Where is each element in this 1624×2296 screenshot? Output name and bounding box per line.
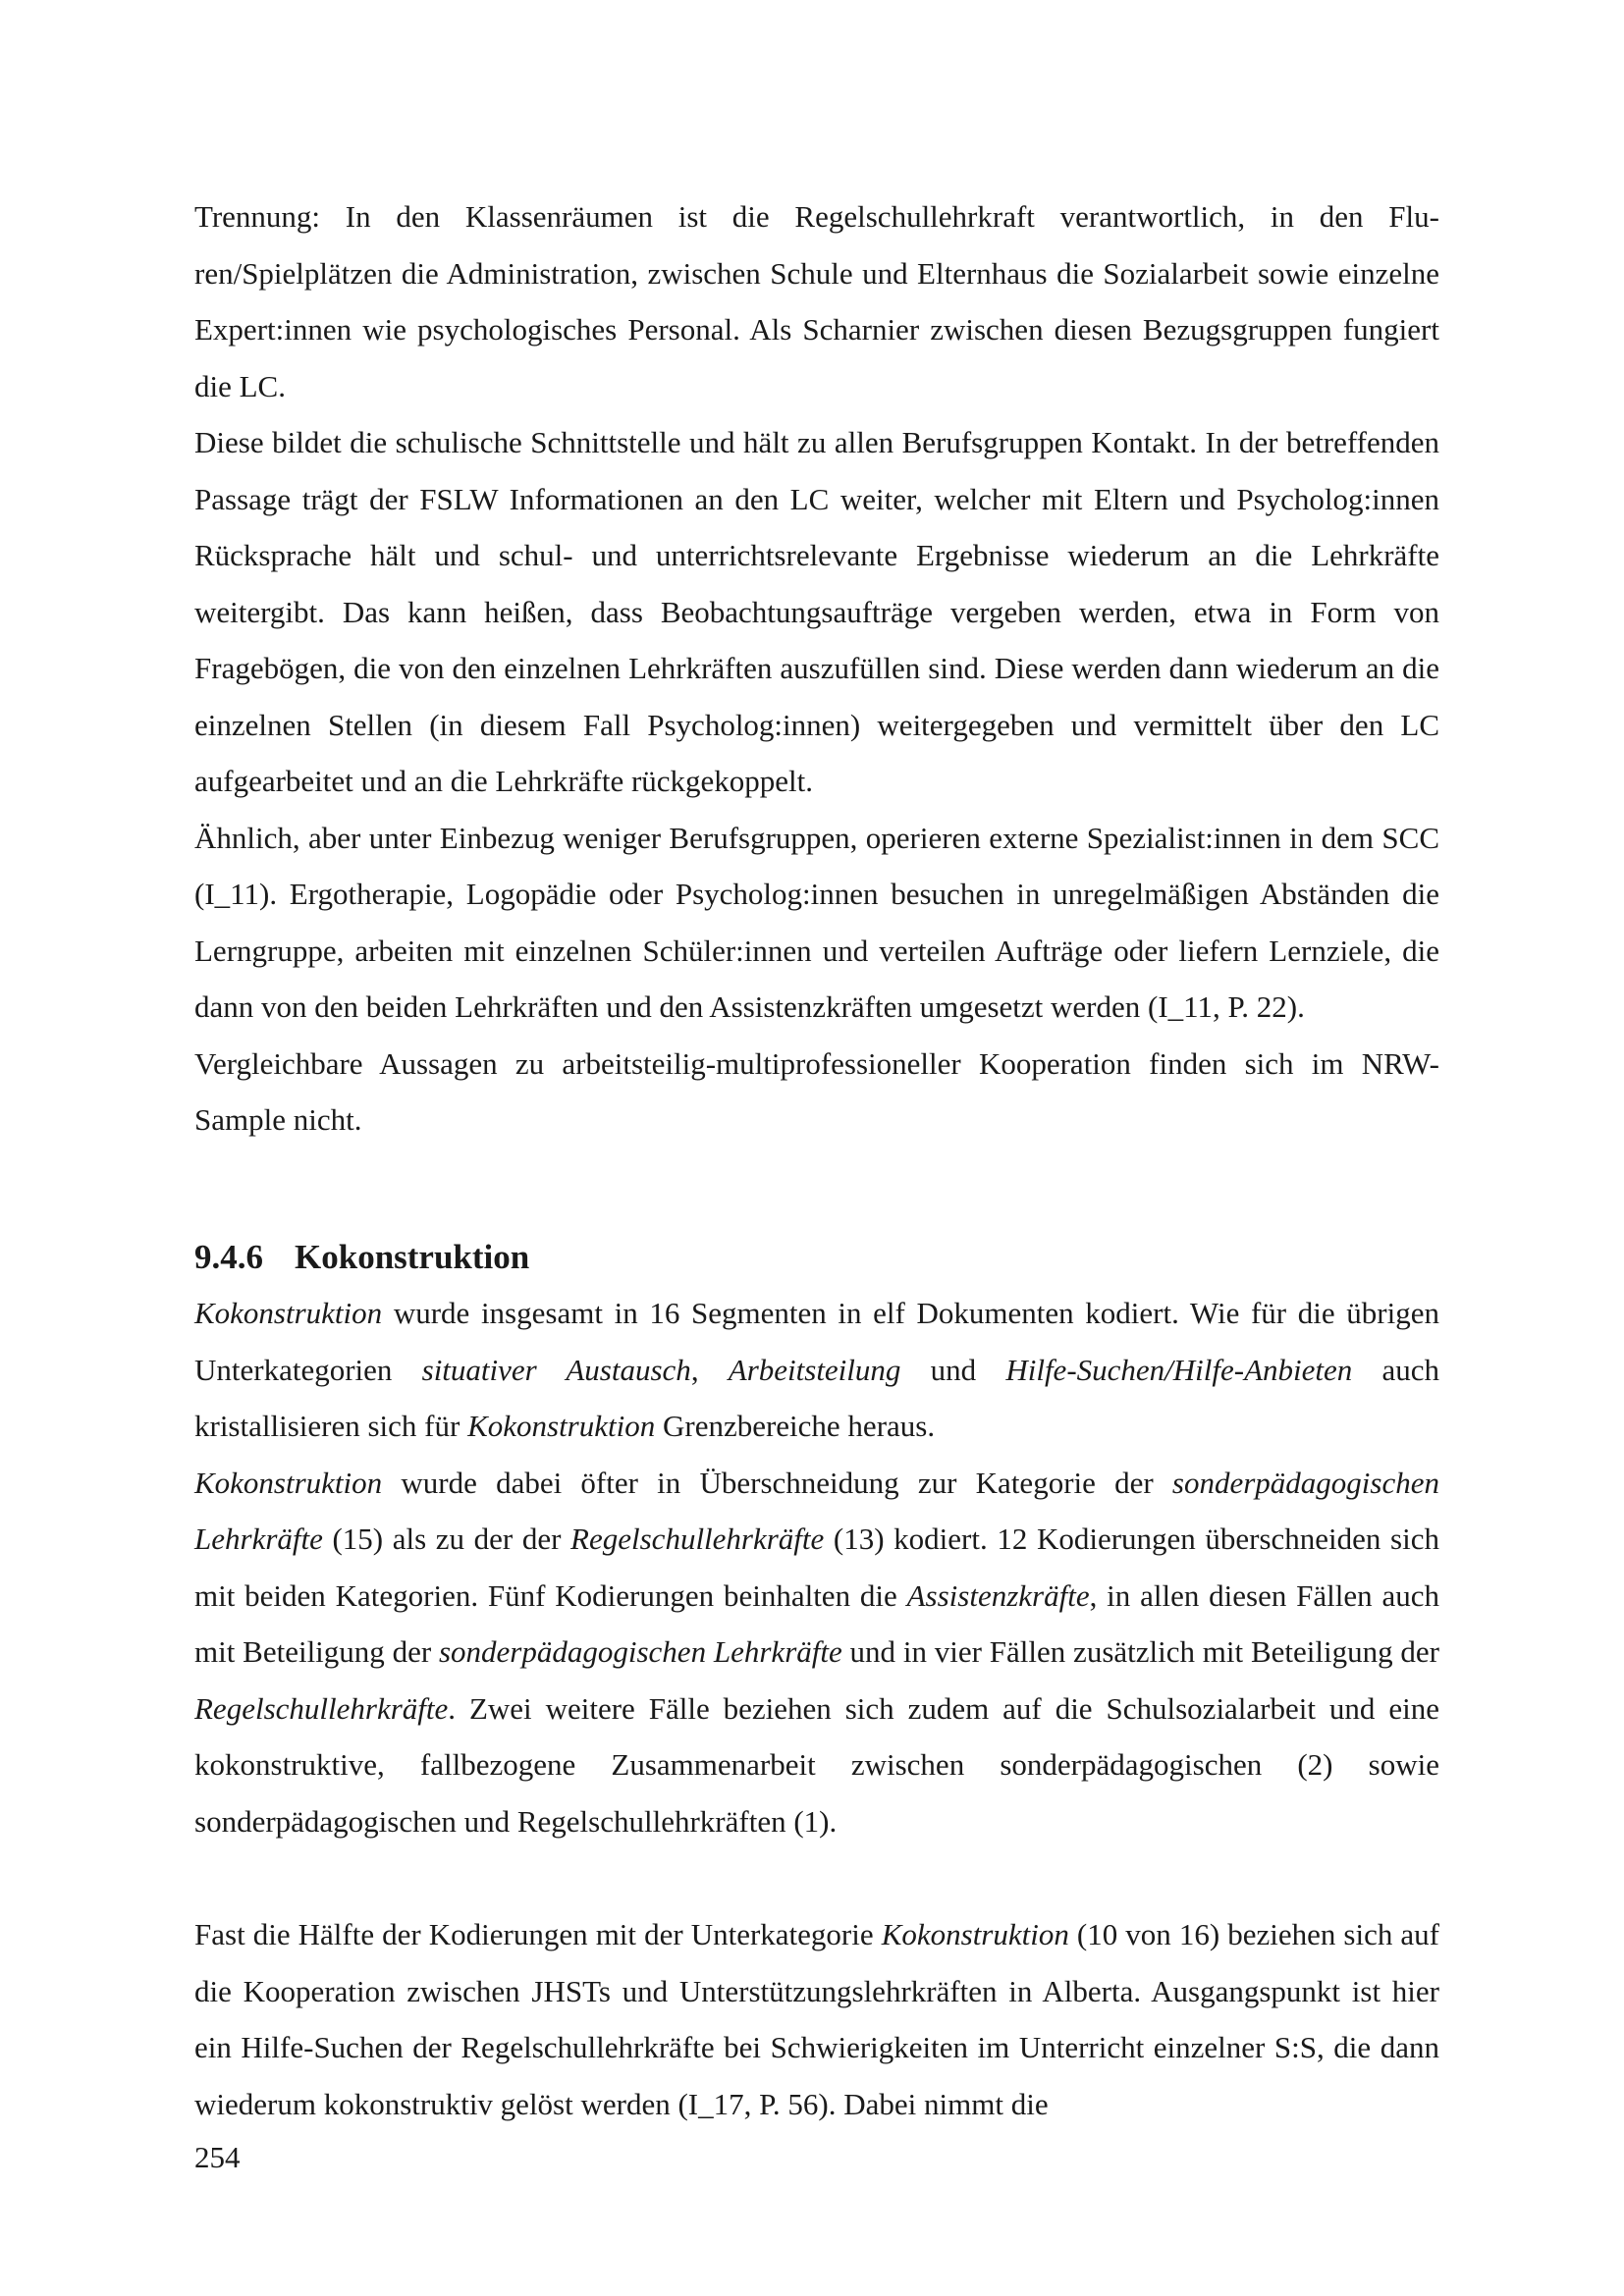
italic-term: situativer Austausch xyxy=(421,1352,691,1387)
text-run: , xyxy=(690,1352,729,1387)
italic-term: Hilfe-Suchen/Hilfe-Anbieten xyxy=(1005,1352,1353,1387)
section-title: Kokonstruktion xyxy=(295,1238,530,1276)
text-run: Diese bildet die schulische Schnittstelle und hält zu allen Berufsgruppen Kontakt. In der betreffenden Passage trägt der FSLW Informationen an den LC weiter, welcher mit Eltern und Psycholog:innen Rücksprache hält und schul- und unterrichtsrelevante Ergebnisse wiederum an die Lehrkräfte weitergibt. Das kann heißen, dass Beobachtungsaufträge vergeben werden, etwa in Form von Fragebögen, die von den einzelnen Lehrkräften auszufüllen sind. Diese werden dann wiederum an die einzelnen Stellen (in diesem Fall Psycholog:innen) weitergegeben und vermittelt über den LC aufgearbeitet und an die Lehrkräfte rückgekoppelt. xyxy=(194,425,1439,798)
italic-term: sonderpädagogischen Lehrkräfte xyxy=(438,1634,842,1669)
paragraph xyxy=(194,414,1439,810)
text-run: Vergleichbare Aussagen zu arbeitsteilig-multiprofessioneller Kooperation finden sich im NRW-Sample nicht. xyxy=(194,1045,1439,1137)
page-number: 254 xyxy=(194,2140,241,2174)
text-run: Trennung: In den Klassenräumen ist die Regelschullehrkraft verantwortlich, in den Fluren/Spielplätzen die Administration, zwischen Schule und Elternhaus die Sozialarbeit sowie einzelne Expert:innen wie psychologisches Personal. Als Scharnier zwischen diesen Bezugsgruppen fungiert die LC. xyxy=(194,199,1439,403)
italic-term: Kokonstruktion xyxy=(881,1917,1069,1951)
italic-term: Regelschullehrkräfte xyxy=(570,1522,825,1556)
italic-term: Kokonstruktion xyxy=(194,1296,383,1330)
body-text-block xyxy=(194,1285,1439,1849)
paragraph xyxy=(194,1906,1439,2132)
paragraph xyxy=(194,1285,1439,1455)
italic-term: sonderpädagogischen Lehrkräfte xyxy=(194,1465,1439,1556)
text-run: (13) kodiert. 12 Kodierungen überschneiden sich mit beiden Kategorien. Fünf Kodierungen beinhalten die xyxy=(194,1522,1439,1613)
italic-term: Kokonstruktion xyxy=(467,1409,656,1443)
body-text-block xyxy=(194,1906,1439,2132)
section-number: 9.4.6 xyxy=(194,1238,263,1276)
paragraph xyxy=(194,1036,1439,1148)
text-run: . Zwei weitere Fälle beziehen sich zudem auf die Schulsozialarbeit und eine kokonstruktive, fallbezogene Zusammenarbeit zwischen sonderpädagogischen (2) sowie sonderpädagogischen und Regelschullehrkräften (1). xyxy=(194,1690,1439,1839)
text-run: und xyxy=(900,1352,1006,1387)
italic-term: Regelschullehrkräfte xyxy=(194,1690,449,1726)
italic-term: Arbeitsteilung xyxy=(728,1352,901,1387)
text-run: auch kristallisieren sich für xyxy=(194,1352,1439,1443)
text-run: Ähnlich, aber unter Einbezug weniger Berufsgruppen, operieren externe Spezialist:innen in dem SCC (I_11). Ergotherapie, Logopädie oder Psycholog:innen besuchen in unregelmäßigen Abständen die Lerngruppe, arbeiten mit einzelnen Schüler:innen und verteilen Aufträge oder liefern Lernziele, die dann von den beiden Lehrkräften und den Assistenzkräften umgesetzt werden (I_11, P. 22). xyxy=(194,820,1439,1024)
text-run: (15) als zu der der xyxy=(322,1522,571,1556)
text-run: Grenzbereiche heraus. xyxy=(655,1409,936,1443)
paragraph xyxy=(194,188,1439,414)
italic-term: Assistenzkräfte xyxy=(906,1577,1090,1613)
text-run: (10 von 16) beziehen sich auf die Kooperation zwischen JHSTs und Unterstützungslehrkräften in Alberta. Ausgangspunkt ist hier ein Hilfe-Suchen der Regelschullehrkräfte bei Schwierigkeiten im Unterricht einzelner S:S, die dann wiederum kokonstruktiv gelöst werden (I_17, P. 56). Dabei nimmt die xyxy=(194,1917,1439,2121)
text-run: Fast die Hälfte der Kodierungen mit der Unterkategorie xyxy=(194,1917,882,1951)
paragraph xyxy=(194,1455,1439,1850)
paragraph xyxy=(194,810,1439,1036)
body-text-block xyxy=(194,188,1439,1148)
text-run: und in vier Fällen zusätzlich mit Beteiligung der xyxy=(841,1634,1439,1669)
text-run: , in allen diesen Fällen auch mit Beteiligung der xyxy=(194,1577,1440,1669)
italic-term: Kokonstruktion xyxy=(194,1465,383,1500)
section-heading xyxy=(194,1229,1439,1285)
text-run: wurde dabei öfter in Überschneidung zur Kategorie der xyxy=(382,1465,1172,1500)
text-run: wurde insgesamt in 16 Segmenten in elf Dokumenten kodiert. Wie für die übrigen Unterkategorien xyxy=(194,1296,1439,1387)
